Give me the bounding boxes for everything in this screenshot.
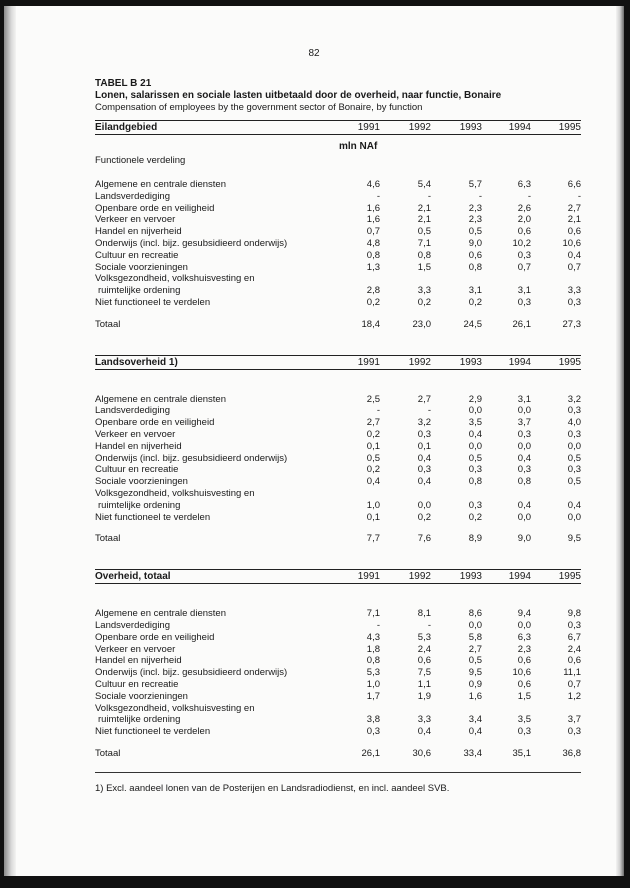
cell-value: - [577,190,581,202]
table-row [95,405,581,417]
cell-value: 4,6 [366,179,380,190]
cell-value: 0,3 [517,726,531,738]
cell-value: 0,0 [517,440,531,452]
cell-value: 0,4 [417,452,431,464]
row-label: Verkeer en vervoer [95,428,176,440]
total-value: 26,1 [361,747,380,759]
row-label: ruimtelijke ordening [98,499,181,511]
total-value: 7,7 [366,533,380,545]
table-row [95,644,581,656]
year-header: 1992 [408,122,431,133]
cell-value: 0,4 [517,499,531,511]
cell-value: 0,0 [567,511,581,523]
cell-value: 1,9 [417,690,431,702]
cell-value: 2,5 [366,393,380,405]
table-row [95,488,581,500]
cell-value: 3,3 [417,285,431,297]
cell-value: - [427,405,431,417]
section-title: Eilandgebied [95,122,158,133]
section-header [95,355,581,370]
cell-value: 0,4 [468,726,482,738]
cell-value: 0,2 [366,428,380,440]
table-row [95,250,581,262]
table-row [95,453,581,465]
cell-value [431,703,482,715]
row-label: Algemene en centrale diensten [95,608,226,620]
cell-value: 0,2 [366,296,380,308]
table-row [95,203,581,215]
total-value: 35,1 [512,747,531,759]
table-row [95,238,581,250]
cell-value: 0,5 [567,476,581,488]
row-label: Onderwijs (incl. bijz. gesubsidieerd onderwijs) [95,452,288,464]
cell-value: 0,3 [366,726,380,738]
cell-value: 9,5 [468,667,482,679]
spacer [95,584,581,608]
total-row [95,319,581,331]
table-row [95,429,581,441]
row-label: Openbare orde en veiligheid [95,202,215,214]
cell-value: 0,0 [517,619,531,631]
cell-value: 0,1 [366,440,380,452]
section-title: Landsoverheid 1) [95,356,178,368]
cell-value: 1,1 [417,678,431,690]
cell-value: 0,3 [567,726,581,738]
table-row [95,191,581,203]
cell-value: 0,3 [517,249,531,261]
cell-value: 0,8 [366,655,380,667]
row-label: Handel en nijverheid [95,440,182,452]
row-label: Openbare orde en veiligheid [95,631,215,643]
row-label: Algemene en centrale diensten [95,179,226,190]
cell-value [482,488,531,500]
year-header: 1993 [459,571,482,583]
cell-value: 1,3 [366,261,380,273]
table-sections [95,120,581,760]
cell-value: 5,3 [417,631,431,643]
cell-value: 0,3 [567,296,581,308]
cell-value: 0,5 [468,452,482,464]
cell-value: 3,7 [517,417,531,429]
cell-value: 0,8 [517,476,531,488]
cell-value: 0,7 [567,261,581,273]
table-section [95,355,581,546]
cell-value: 3,2 [567,393,581,405]
cell-value: 7,5 [417,667,431,679]
total-value: 33,4 [463,747,482,759]
total-value: 8,9 [468,533,482,545]
total-value: 30,6 [412,747,431,759]
total-value: 23,0 [412,318,431,330]
cell-value: 0,3 [417,428,431,440]
cell-value: 11,1 [563,667,581,679]
section-title: Overheid, totaal [95,571,171,583]
cell-value: 2,1 [417,202,431,214]
cell-value: 2,9 [468,393,482,405]
row-label: Onderwijs (incl. bijz. gesubsidieerd onderwijs) [95,237,288,249]
cell-value: 4,3 [366,631,380,643]
cell-value: 0,3 [517,464,531,476]
cell-value: 0,4 [567,249,581,261]
cell-value [380,703,431,715]
table-row [95,464,581,476]
cell-value: 0,2 [366,464,380,476]
cell-value: 0,3 [567,405,581,417]
cell-value: 6,7 [567,631,581,643]
table-row [95,226,581,238]
cell-value: - [376,190,380,202]
total-label: Totaal [95,533,121,545]
cell-value [339,273,380,285]
cell-value: 0,5 [468,655,482,667]
cell-value: 0,9 [468,678,482,690]
cell-value: 2,3 [468,202,482,214]
cell-value: 0,3 [567,428,581,440]
cell-value: - [527,190,531,202]
cell-value: 1,0 [366,678,380,690]
table-row [95,691,581,703]
total-value: 9,0 [517,533,531,545]
cell-value: 0,0 [517,511,531,523]
cell-value: 2,7 [417,393,431,405]
cell-value: 8,1 [417,608,431,620]
year-header: 1992 [408,571,431,583]
table-row [95,512,581,524]
cell-value: 7,1 [417,237,431,249]
cell-value: 2,3 [517,643,531,655]
cell-value: 9,8 [567,608,581,620]
table-row [95,273,581,285]
table-container [95,78,581,794]
row-label: Cultuur en recreatie [95,464,179,476]
cell-value: 0,8 [366,249,380,261]
row-label: Sociale voorzieningen [95,690,188,702]
cell-value: 0,0 [417,499,431,511]
cell-value: 3,3 [417,714,431,726]
table-section [95,120,581,331]
cell-value [482,273,531,285]
cell-value: 4,8 [366,237,380,249]
cell-value: 0,1 [417,440,431,452]
cell-value: 1,6 [468,690,482,702]
page-binding-edge [4,6,16,876]
cell-value: 1,6 [366,202,380,214]
cell-value: 0,4 [366,476,380,488]
year-header: 1995 [558,356,581,368]
table-title-english: Compensation of employees by the government sector of Bonaire, by function [95,102,423,113]
cell-value: 1,7 [366,690,380,702]
cell-value: 5,8 [468,631,482,643]
subheading: Functionele verdeling [95,155,186,166]
cell-value: 3,7 [567,714,581,726]
table-title-dutch: Lonen, salarissen en sociale lasten uitbetaald door de overheid, naar functie, Bonaire [95,90,502,101]
year-header: 1991 [357,356,380,368]
cell-value: 3,2 [417,417,431,429]
cell-value: - [376,405,380,417]
cell-value [380,488,431,500]
cell-value: 0,4 [567,499,581,511]
cell-value: 0,6 [517,678,531,690]
total-row [95,748,581,760]
cell-value [339,703,380,715]
cell-value [380,273,431,285]
table-row [95,679,581,691]
row-label: ruimtelijke ordening [98,714,181,726]
year-header: 1993 [459,356,482,368]
cell-value: 6,3 [517,179,531,190]
row-label: Volksgezondheid, volkshuisvesting en [95,702,255,714]
cell-value: 10,6 [512,667,531,679]
cell-value [531,488,581,500]
cell-value: 3,4 [468,714,482,726]
row-label: Sociale voorzieningen [95,261,188,273]
year-header: 1994 [508,571,531,583]
row-label: Niet functioneel te verdelen [95,296,211,308]
table-row [95,297,581,309]
cell-value: 2,1 [417,214,431,226]
year-header: 1992 [408,356,431,368]
cell-value: - [427,619,431,631]
cell-value: 0,5 [417,226,431,238]
row-label: Onderwijs (incl. bijz. gesubsidieerd onderwijs) [95,667,288,679]
cell-value: 2,0 [517,214,531,226]
page-right-edge [616,6,624,876]
row-label: Landsverdediging [95,619,171,631]
total-value: 7,6 [417,533,431,545]
table-row [95,667,581,679]
cell-value: 7,1 [366,608,380,620]
row-label: Verkeer en vervoer [95,214,176,226]
row-label: Cultuur en recreatie [95,249,179,261]
year-header: 1994 [508,122,531,133]
table-row [95,285,581,297]
cell-value: 2,7 [366,417,380,429]
cell-value: 5,4 [417,179,431,190]
cell-value: 2,7 [567,202,581,214]
cell-value: 0,7 [517,261,531,273]
footnote: 1) Excl. aandeel lonen van de Posterijen en Landsradiodienst, en incl. aandeel SVB. [95,782,450,794]
total-value: 18,4 [361,318,380,330]
cell-value: 9,4 [517,608,531,620]
table-row [95,620,581,632]
row-label: Cultuur en recreatie [95,678,179,690]
document-page [4,6,624,876]
cell-value: 0,2 [468,511,482,523]
cell-value: - [478,190,482,202]
table-row [95,714,581,726]
cell-value: 0,8 [468,261,482,273]
cell-value: 0,1 [366,511,380,523]
row-label: Niet functioneel te verdelen [95,511,211,523]
cell-value: 0,3 [468,499,482,511]
cell-value: 0,6 [517,226,531,238]
total-label: Totaal [95,747,121,759]
total-label: Totaal [95,318,121,330]
cell-value: 0,0 [468,405,482,417]
cell-value: 2,7 [468,643,482,655]
cell-value [431,488,482,500]
cell-value: 1,0 [366,499,380,511]
row-label: Openbare orde en veiligheid [95,417,215,429]
row-label: Volksgezondheid, volkshuisvesting en [95,487,255,499]
cell-value: 2,4 [567,643,581,655]
table-row [95,703,581,715]
cell-value: 1,5 [417,261,431,273]
cell-value [482,703,531,715]
cell-value: 1,8 [366,643,380,655]
cell-value: 10,2 [512,237,531,249]
cell-value: 3,1 [517,393,531,405]
cell-value: 1,6 [366,214,380,226]
total-value: 36,8 [562,747,581,759]
cell-value: 0,2 [417,296,431,308]
cell-value: 0,6 [517,655,531,667]
cell-value: 1,5 [517,690,531,702]
cell-value: 0,5 [468,226,482,238]
cell-value: 0,8 [468,476,482,488]
cell-value: 0,3 [517,296,531,308]
total-value: 27,3 [562,318,581,330]
cell-value: 9,0 [468,237,482,249]
cell-value: 0,6 [417,655,431,667]
table-row [95,214,581,226]
cell-value: 6,6 [567,179,581,190]
year-header: 1993 [459,122,482,133]
cell-value: 0,5 [567,452,581,464]
table-row [95,608,581,620]
cell-value: 0,4 [417,726,431,738]
total-value: 9,5 [567,533,581,545]
row-label: ruimtelijke ordening [98,285,181,297]
cell-value: 0,0 [468,619,482,631]
cell-value: 0,3 [417,464,431,476]
cell-value: 0,4 [417,476,431,488]
cell-value: 2,6 [517,202,531,214]
cell-value: 0,7 [567,678,581,690]
cell-value: 5,7 [468,179,482,190]
year-header: 1991 [357,571,380,583]
cell-value: 8,6 [468,608,482,620]
year-header: 1991 [357,122,380,133]
cell-value: 0,8 [417,249,431,261]
spacer [95,370,581,394]
footer-rule [95,772,581,773]
row-label: Landsverdediging [95,405,171,417]
cell-value: 0,3 [567,619,581,631]
year-header: 1994 [508,356,531,368]
cell-value: 2,1 [567,214,581,226]
total-value: 24,5 [463,318,482,330]
cell-value: 1,2 [567,690,581,702]
cell-value [339,488,380,500]
row-label: Handel en nijverheid [95,226,182,238]
cell-value [431,273,482,285]
total-row [95,533,581,545]
cell-value: 0,6 [567,655,581,667]
cell-value: 3,1 [517,285,531,297]
table-row [95,417,581,429]
cell-value: 0,2 [468,296,482,308]
cell-value: 3,3 [567,285,581,297]
row-label: Algemene en centrale diensten [95,393,226,405]
table-row [95,500,581,512]
table-row [95,632,581,644]
cell-value: 0,7 [366,226,380,238]
cell-value [531,703,581,715]
page-number: 82 [308,48,320,59]
cell-value: 3,5 [468,417,482,429]
unit-label: mln NAf [339,141,378,152]
cell-value: 2,4 [417,643,431,655]
row-label: Handel en nijverheid [95,655,182,667]
cell-value: 5,3 [366,667,380,679]
cell-value [531,273,581,285]
cell-value: 3,8 [366,714,380,726]
row-label: Volksgezondheid, volkshuisvesting en [95,273,255,285]
cell-value: 0,0 [567,440,581,452]
cell-value: 0,6 [567,226,581,238]
table-row [95,476,581,488]
table-row [95,394,581,406]
cell-value: 4,0 [567,417,581,429]
cell-value: 0,3 [567,464,581,476]
cell-value: 6,3 [517,631,531,643]
row-label: Verkeer en vervoer [95,643,176,655]
year-header: 1995 [558,122,581,133]
section-header [95,569,581,584]
cell-value: 0,5 [366,452,380,464]
row-label: Niet functioneel te verdelen [95,726,211,738]
section-header [95,120,581,135]
table-row [95,262,581,274]
cell-value: 0,6 [468,249,482,261]
year-header: 1995 [558,571,581,583]
cell-value: 0,2 [417,511,431,523]
cell-value: 0,3 [517,428,531,440]
cell-value: 10,6 [562,237,581,249]
cell-value: 0,0 [468,440,482,452]
table-row [95,726,581,738]
cell-value: 0,4 [468,428,482,440]
cell-value: 2,8 [366,285,380,297]
table-row [95,179,581,191]
cell-value: 2,3 [468,214,482,226]
cell-value: 0,4 [517,452,531,464]
table-id: TABEL B 21 [95,78,152,89]
cell-value: 0,3 [468,464,482,476]
table-row [95,655,581,667]
table-section [95,569,581,760]
cell-value: - [376,619,380,631]
cell-value: 3,5 [517,714,531,726]
cell-value: - [427,190,431,202]
total-value: 26,1 [512,318,531,330]
table-row [95,441,581,453]
cell-value: 0,0 [517,405,531,417]
row-label: Sociale voorzieningen [95,476,188,488]
cell-value: 3,1 [468,285,482,297]
row-label: Landsverdediging [95,190,171,202]
